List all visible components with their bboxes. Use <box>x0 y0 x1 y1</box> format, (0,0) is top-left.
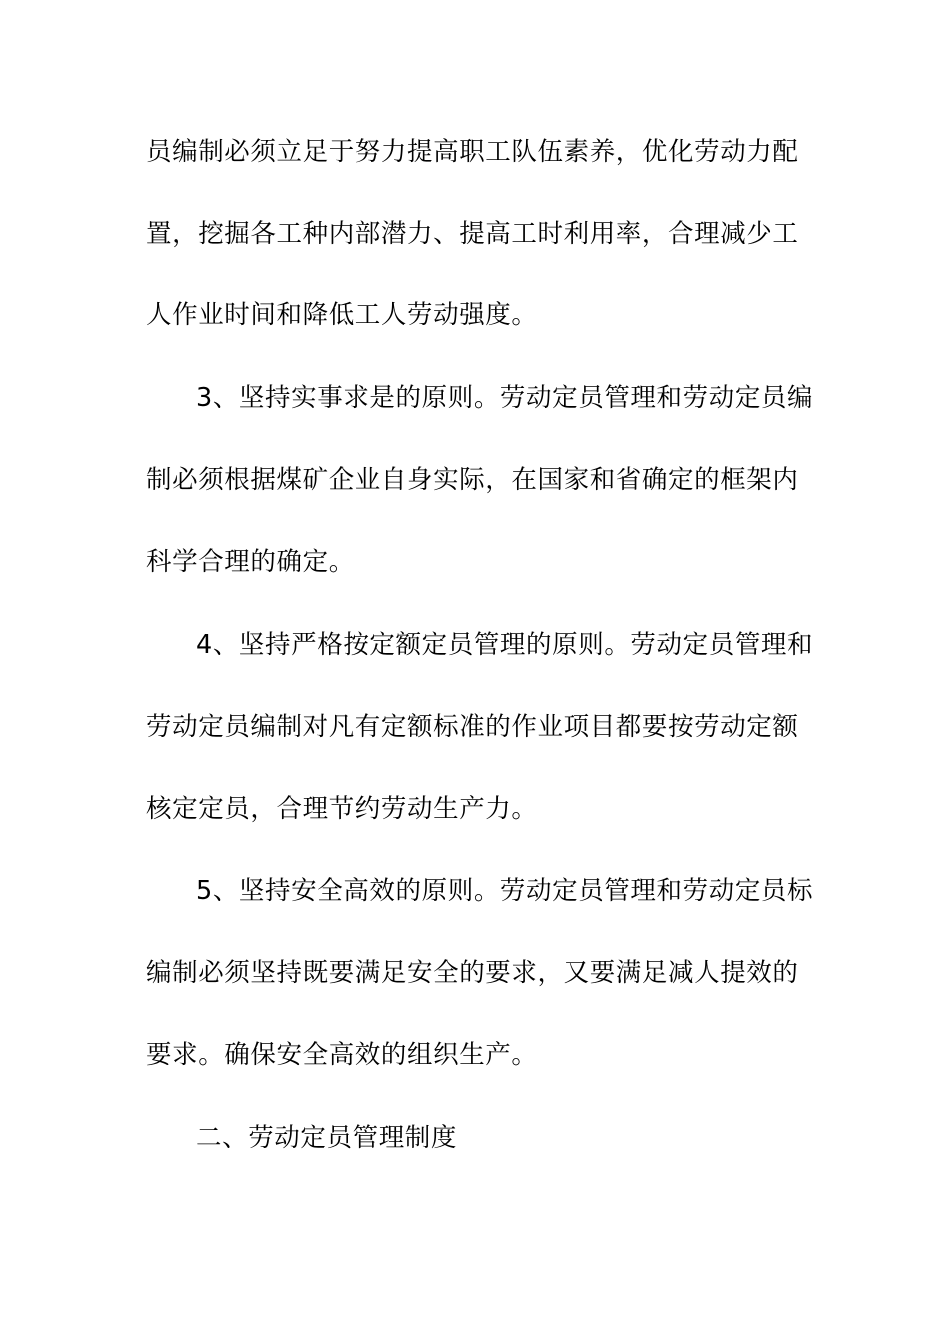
text-line-3: 人作业时间和降低工人劳动强度。 <box>146 300 538 330</box>
text-line-10: 5、坚持安全高效的原则。劳动定员管理和劳动定员标 <box>196 876 814 906</box>
section-heading: 二、劳动定员管理制度 <box>196 1123 458 1153</box>
text-line-9: 核定定员，合理节约劳动生产力。 <box>146 794 538 824</box>
text-line-1: 员编制必须立足于努力提高职工队伍素养，优化劳动力配 <box>146 137 799 167</box>
text-line-8: 劳动定员编制对凡有定额标准的作业项目都要按劳动定额 <box>146 712 799 742</box>
text-line-7: 4、坚持严格按定额定员管理的原则。劳动定员管理和 <box>196 630 814 660</box>
text-line-5: 制必须根据煤矿企业自身实际，在国家和省确定的框架内 <box>146 465 799 495</box>
text-line-4: 3、坚持实事求是的原则。劳动定员管理和劳动定员编 <box>196 383 814 413</box>
text-line-2: 置，挖掘各工种内部潜力、提高工时利用率，合理减少工 <box>146 219 799 249</box>
text-line-12: 要求。确保安全高效的组织生产。 <box>146 1040 538 1070</box>
text-line-11: 编制必须坚持既要满足安全的要求，又要满足减人提效的 <box>146 958 799 988</box>
text-line-6: 科学合理的确定。 <box>146 547 355 577</box>
